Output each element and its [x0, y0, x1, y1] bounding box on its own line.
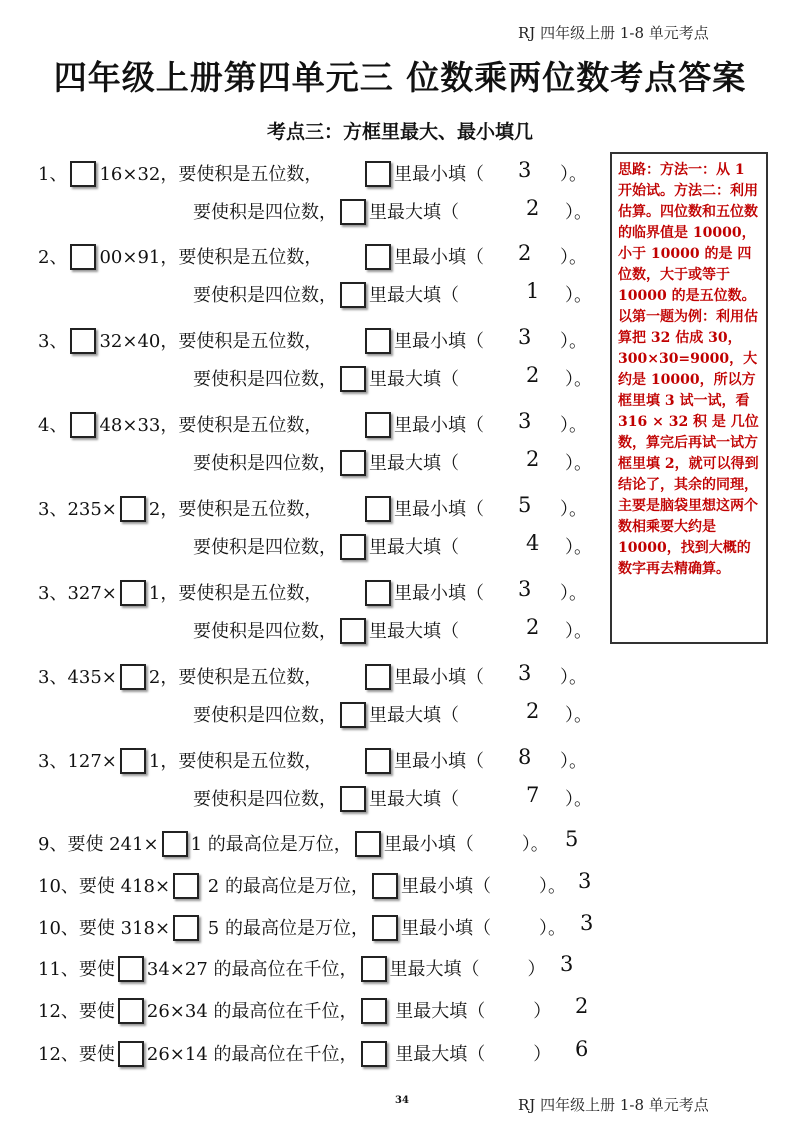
- answer-value: 1: [526, 279, 540, 303]
- question-text: 00×91，要使积是五位数，: [99, 247, 323, 268]
- answer-box: [365, 328, 391, 354]
- answer-box: [120, 748, 146, 774]
- fill-label: 里最小填（: [394, 751, 484, 772]
- question-text: 16×32，要使积是五位数，: [99, 164, 323, 185]
- question-blank: [362, 411, 484, 438]
- question-row: [38, 411, 322, 438]
- page-number: 34: [395, 1095, 409, 1106]
- answer-box: [120, 664, 146, 690]
- answer-box: [120, 496, 146, 522]
- answer-value: 6: [575, 1037, 589, 1061]
- question-row-2: [193, 198, 459, 225]
- question-blank: [362, 243, 484, 270]
- answer-box: [162, 831, 188, 857]
- answer-box: [340, 534, 366, 560]
- question-number: 3、: [38, 667, 68, 688]
- answer-box: [365, 664, 391, 690]
- question-text: 26×34 的最高位在千位，: [146, 1001, 358, 1022]
- close-paren: ）。: [521, 834, 549, 855]
- close-paren: ）。: [560, 751, 587, 772]
- question-row-2: [193, 785, 459, 812]
- question-number: 4、: [38, 415, 68, 436]
- question-number: 3、: [38, 583, 68, 604]
- question-text: 2，要使积是五位数，: [148, 667, 323, 688]
- question-number: 2、: [38, 247, 68, 268]
- fill-label: 里最小填（: [400, 918, 491, 939]
- answer-value: 2: [526, 699, 540, 723]
- question-number: 1、: [38, 164, 68, 185]
- fill-label: 里最大填（: [389, 1001, 486, 1022]
- answer-box: [365, 748, 391, 774]
- fill-label: 里最小填（: [394, 499, 484, 520]
- fill-label: 里最大填（: [369, 621, 459, 642]
- fill-label: 里最大填（: [369, 789, 459, 810]
- extra-question-row: [38, 872, 566, 899]
- question-text: 26×14 的最高位在千位，: [146, 1044, 358, 1065]
- question-number: 3、: [38, 499, 68, 520]
- fill-label: 里最大填（: [369, 202, 459, 223]
- question-text: 9、要使 241×: [38, 834, 159, 855]
- question-text: 48×33，要使积是五位数，: [99, 415, 323, 436]
- close-paren: ）。: [560, 247, 587, 268]
- extra-question-row: [38, 914, 566, 941]
- question-prefix: 435×: [67, 667, 117, 688]
- answer-value: 3: [560, 952, 574, 976]
- answer-box: [355, 831, 381, 857]
- fill-label: 里最大填（: [369, 285, 459, 306]
- answer-value: 2: [575, 994, 589, 1018]
- question-prefix: 127×: [67, 751, 117, 772]
- question-number: 3、: [38, 751, 68, 772]
- answer-value: 3: [518, 325, 532, 349]
- answer-box: [173, 873, 199, 899]
- question-row: [38, 160, 322, 187]
- close-paren: ）。: [560, 415, 587, 436]
- close-paren: ）。: [565, 621, 592, 642]
- extra-question-row: [38, 955, 546, 982]
- extra-question-row: [38, 830, 549, 857]
- question-text: 要使积是四位数，: [193, 705, 337, 726]
- answer-box: [340, 366, 366, 392]
- fill-label: 里最大填（: [369, 537, 459, 558]
- answer-box: [340, 450, 366, 476]
- answer-box: [340, 618, 366, 644]
- close-paren: ）。: [560, 667, 587, 688]
- fill-label: 里最大填（: [369, 369, 459, 390]
- answer-value: 3: [518, 577, 532, 601]
- question-blank: [362, 747, 484, 774]
- answer-value: 7: [526, 783, 540, 807]
- question-text: 12、要使: [38, 1044, 115, 1065]
- answer-box: [340, 786, 366, 812]
- close-paren: ）。: [565, 705, 592, 726]
- question-row-2: [193, 281, 459, 308]
- answer-box: [372, 915, 398, 941]
- fill-label: 里最小填（: [394, 247, 484, 268]
- question-text: 要使积是四位数，: [193, 537, 337, 558]
- question-blank: [362, 579, 484, 606]
- question-row: [38, 327, 322, 354]
- answer-box: [365, 161, 391, 187]
- close-paren: ）: [527, 959, 546, 980]
- question-text: 要使积是四位数，: [193, 453, 337, 474]
- question-text: 1，要使积是五位数，: [148, 583, 323, 604]
- footer-label: RJ 四年级上册 1-8 单元考点: [518, 1096, 709, 1114]
- answer-box: [372, 873, 398, 899]
- question-row: [38, 243, 322, 270]
- question-text: 32×40，要使积是五位数，: [99, 331, 323, 352]
- answer-box: [70, 412, 96, 438]
- answer-box: [70, 244, 96, 270]
- answer-value: 3: [580, 911, 594, 935]
- answer-value: 2: [526, 196, 540, 220]
- answer-box: [173, 915, 199, 941]
- page-title: 四年级上册第四单元三 位数乘两位数考点答案: [53, 58, 747, 97]
- answer-value: 2: [526, 363, 540, 387]
- fill-label: 里最小填（: [394, 331, 484, 352]
- question-text: 2，要使积是五位数，: [148, 499, 323, 520]
- fill-label: 里最小填（: [383, 834, 474, 855]
- question-text: 12、要使: [38, 1001, 115, 1022]
- answer-value: 3: [518, 158, 532, 182]
- answer-value: 3: [578, 869, 592, 893]
- close-paren: ）。: [565, 369, 592, 390]
- fill-label: 里最大填（: [369, 705, 459, 726]
- answer-box: [118, 998, 144, 1024]
- answer-value: 3: [518, 409, 532, 433]
- answer-box: [70, 328, 96, 354]
- answer-box: [120, 580, 146, 606]
- answer-box: [361, 1041, 387, 1067]
- question-row-2: [193, 533, 459, 560]
- question-row: [38, 663, 322, 690]
- close-paren: ）。: [565, 453, 592, 474]
- question-row-2: [193, 449, 459, 476]
- question-text: 1，要使积是五位数，: [148, 751, 323, 772]
- answer-value: 4: [526, 531, 540, 555]
- answer-box: [365, 412, 391, 438]
- question-text: 2 的最高位是万位，: [202, 876, 369, 897]
- question-text: 要使积是四位数，: [193, 202, 337, 223]
- close-paren: ）。: [565, 202, 592, 223]
- answer-value: 2: [526, 447, 540, 471]
- fill-label: 里最小填（: [394, 415, 484, 436]
- answer-box: [361, 998, 387, 1024]
- extra-question-row: [38, 997, 551, 1024]
- question-row-2: [193, 701, 459, 728]
- fill-label: 里最大填（: [389, 1044, 486, 1065]
- close-paren: ）。: [565, 285, 592, 306]
- question-row-2: [193, 617, 459, 644]
- question-text: 34×27 的最高位在千位，: [146, 959, 358, 980]
- close-paren: ）: [533, 1044, 552, 1065]
- question-row: [38, 747, 322, 774]
- answer-value: 8: [518, 745, 532, 769]
- close-paren: ）。: [560, 331, 587, 352]
- close-paren: ）。: [565, 789, 592, 810]
- answer-value: 2: [518, 241, 532, 265]
- fill-label: 里最小填（: [394, 667, 484, 688]
- answer-box: [70, 161, 96, 187]
- extra-question-row: [38, 1040, 551, 1067]
- question-blank: [362, 663, 484, 690]
- hint-box: 思路：方法一：从 1 开始试。方法二：利用估算。四位数和五位数的临界值是 10000，小于 10000 的是 四位数，大于或等于 10000 的是五位数。以第一题为例：利用估算把 32 估成 30，300×30=9000，大约是 10000，所以方框里填 3 试一试，看 316 × 32 积 是 几位数，算完后再试一试方框里填 2，就可以得到结论了，其余的同理，主要是脑袋里想这两个数相乘要大约是 10000，找到大概的数字再去精确算。: [610, 152, 768, 644]
- question-number: 3、: [38, 331, 68, 352]
- answer-box: [361, 956, 387, 982]
- answer-box: [340, 702, 366, 728]
- answer-value: 5: [518, 493, 532, 517]
- question-text: 要使积是四位数，: [193, 285, 337, 306]
- question-text: 5 的最高位是万位，: [202, 918, 369, 939]
- answer-value: 2: [526, 615, 540, 639]
- answer-box: [340, 199, 366, 225]
- question-row: [38, 495, 322, 522]
- question-prefix: 327×: [67, 583, 117, 604]
- answer-box: [118, 1041, 144, 1067]
- answer-box: [118, 956, 144, 982]
- question-text: 1 的最高位是万位，: [190, 834, 352, 855]
- answer-box: [365, 580, 391, 606]
- fill-label: 里最小填（: [394, 583, 484, 604]
- section-subtitle: 考点三：方框里最大、最小填几: [266, 121, 533, 143]
- question-text: 要使积是四位数，: [193, 621, 337, 642]
- close-paren: ）。: [565, 537, 592, 558]
- fill-label: 里最小填（: [400, 876, 491, 897]
- question-text: 11、要使: [38, 959, 115, 980]
- answer-box: [340, 282, 366, 308]
- question-text: 10、要使 318×: [38, 918, 171, 939]
- close-paren: ）。: [560, 583, 587, 604]
- question-row-2: [193, 365, 459, 392]
- close-paren: ）。: [538, 876, 566, 897]
- question-blank: [362, 327, 484, 354]
- close-paren: ）。: [538, 918, 566, 939]
- fill-label: 里最大填（: [389, 959, 480, 980]
- question-prefix: 235×: [67, 499, 117, 520]
- answer-value: 5: [565, 827, 579, 851]
- answer-value: 3: [518, 661, 532, 685]
- question-blank: [362, 160, 484, 187]
- close-paren: ）。: [560, 499, 587, 520]
- question-text: 10、要使 418×: [38, 876, 171, 897]
- answer-box: [365, 496, 391, 522]
- answer-box: [365, 244, 391, 270]
- question-row: [38, 579, 322, 606]
- header-label: RJ 四年级上册 1-8 单元考点: [518, 24, 709, 42]
- close-paren: ）: [533, 1001, 552, 1022]
- close-paren: ）。: [560, 164, 587, 185]
- question-blank: [362, 495, 484, 522]
- question-text: 要使积是四位数，: [193, 369, 337, 390]
- question-text: 要使积是四位数，: [193, 789, 337, 810]
- fill-label: 里最小填（: [394, 164, 484, 185]
- fill-label: 里最大填（: [369, 453, 459, 474]
